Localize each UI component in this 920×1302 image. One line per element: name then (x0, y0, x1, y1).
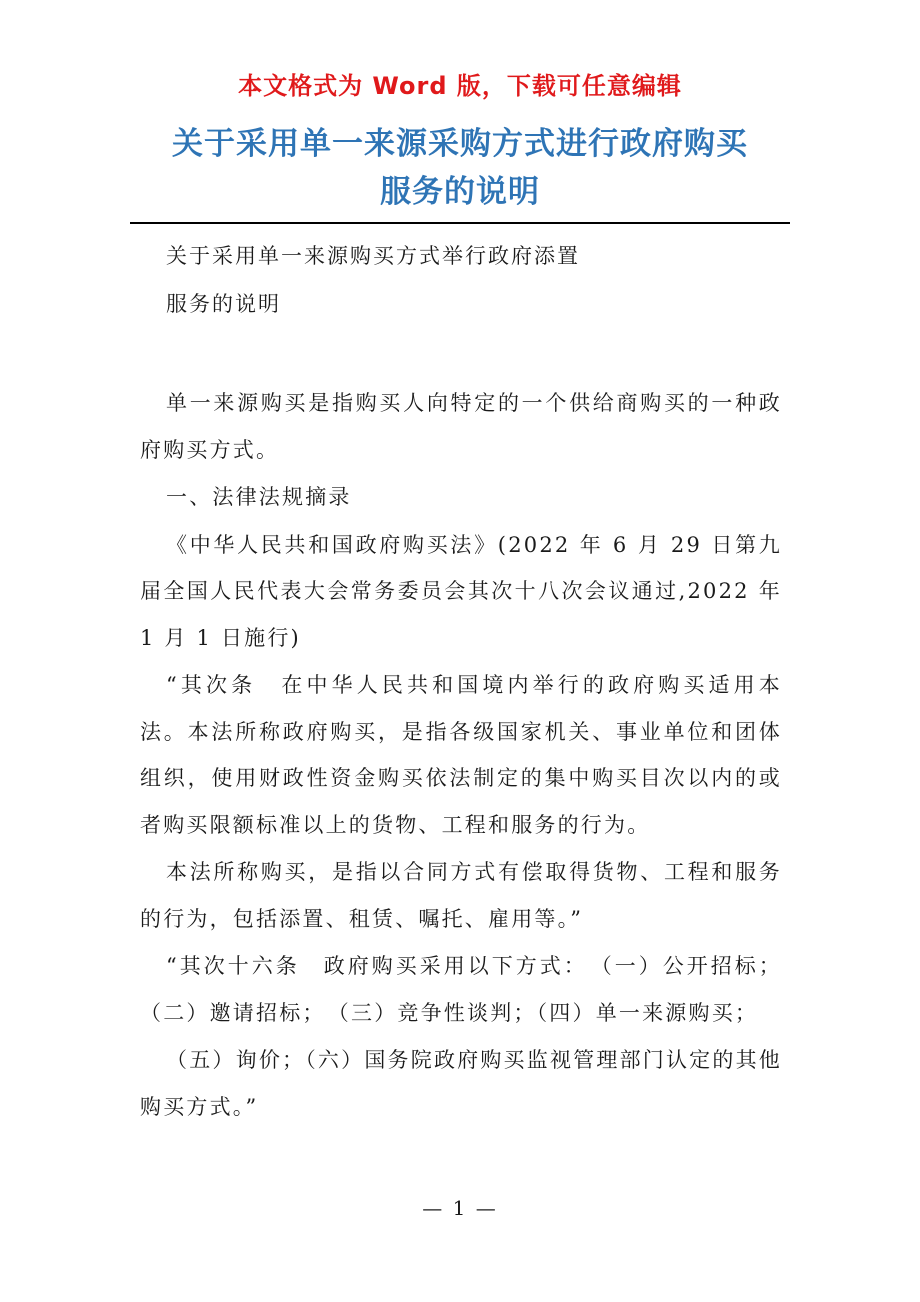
title-divider (130, 222, 790, 224)
section-heading: 一、法律法规摘录 (166, 485, 352, 509)
document-body (140, 380, 782, 1131)
subtitle-line-1: 关于采用单一来源购买方式举行政府添置 (166, 244, 580, 268)
paragraph-article-2: “其次条 在中华人民共和国境内举行的政府购买适用本法。本法所称政府购买，是指各级国家机关、事业单位和团体组织，使用财政性资金购买依法制定的集中购买目次以内的或者购买限额标准以上的货物、工程和服务的行为。 (140, 673, 782, 837)
paragraph-definition: 单一来源购买是指购买人向特定的一个供给商购买的一种政府购买方式。 (140, 391, 782, 462)
subtitle-line-2: 服务的说明 (166, 292, 281, 316)
format-notice: 本文格式为 Word 版，下载可任意编辑 (238, 72, 682, 100)
title-line-2: 服务的说明 (380, 174, 540, 210)
document-title (130, 120, 790, 216)
page-number: — 1 — (422, 1196, 498, 1220)
paragraph-article-26: “其次十六条 政府购买采用以下方式： （一）公开招标；（二）邀请招标； （三）竞争性谈判；（四）单一来源购买； (140, 954, 782, 1025)
paragraph-law-citation: 《中华人民共和国政府购买法》(2022 年 6 月 29 日第九届全国人民代表大会常务委员会其次十八次会议通过,2022 年 1 月 1 日施行) (140, 532, 782, 650)
title-line-1: 关于采用单一来源采购方式进行政府购买 (172, 126, 748, 162)
paragraph-purchase-definition: 本法所称购买，是指以合同方式有偿取得货物、工程和服务的行为，包括添置、租赁、嘱托、雇用等。” (140, 860, 782, 931)
paragraph-article-26-cont: （五）询价；（六）国务院政府购买监视管理部门认定的其他购买方式。” (140, 1048, 782, 1119)
